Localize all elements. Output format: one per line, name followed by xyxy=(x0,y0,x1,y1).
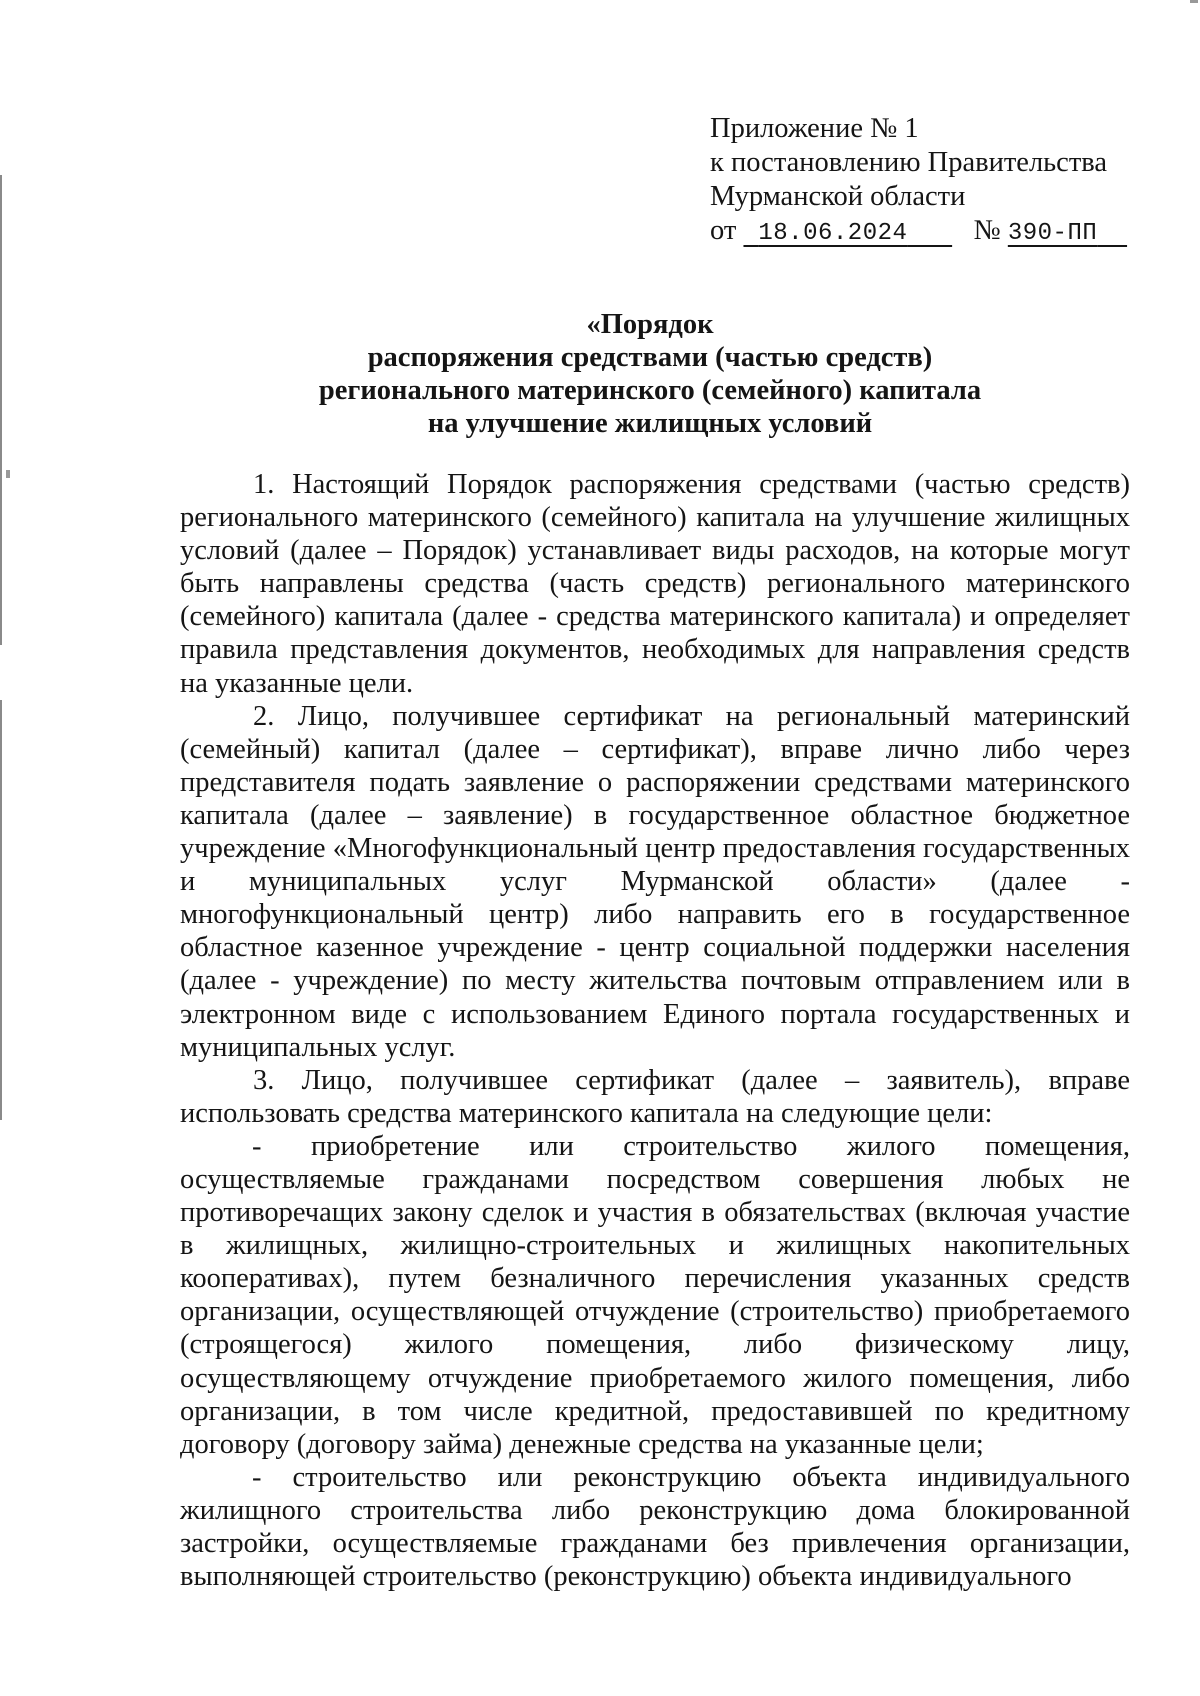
resolution-number: 390-ПП xyxy=(1007,220,1098,247)
date-prefix: от xyxy=(710,215,737,246)
title-line-1: «Порядок xyxy=(586,309,714,340)
list-item-construction: - строительство или реконструкцию объекта индивидуального жилищного строительства либо реконструкцию дома блокированной застройки, осуществляемые гражданами без привлечения организации, выполняющей строительство (реконструкцию) объекта индивидуального xyxy=(180,1461,1130,1593)
scan-dot xyxy=(6,470,10,478)
annex-header xyxy=(710,112,1150,251)
resolution-date: 18.06.2024 xyxy=(758,220,908,247)
document-title xyxy=(180,308,1120,440)
paragraph-2: 2. Лицо, получившее сертификат на региональный материнский (семейный) капитал (далее – сертификат), вправе лично либо через представителя подать заявление о распоряжении средствами материнского капитала (далее – заявление) в государственное областное бюджетное учреждение «Многофункциональный центр предоставления государственных и муниципальных услуг Мурманской области» (далее - многофункциональный центр) либо направить его в государственное областное казенное учреждение - центр социальной поддержки населения (далее - учреждение) по месту жительства почтовым отправлением или в электронном виде с использованием Единого портала государственных и муниципальных услуг. xyxy=(180,700,1130,1063)
title-line-3: регионального материнского (семейного) капитала xyxy=(318,375,982,406)
paragraph-1: 1. Настоящий Порядок распоряжения средствами (частью средств) регионального материнского (семейного) капитала на улучшение жилищных условий (далее – Порядок) устанавливает виды расходов, на которые могут быть направлены средства (часть средств) регионального материнского (семейного) капитала (далее - средства материнского капитала) и определяет правила представления документов, необходимых для направления средств на указанные цели. xyxy=(180,469,1130,699)
annex-resolution: к постановлению Правительства xyxy=(710,147,1108,178)
paragraph-3: 3. Лицо, получившее сертификат (далее – заявитель), вправе использовать средства материнского капитала на следующие цели: xyxy=(180,1064,1130,1129)
annex-region: Мурманской области xyxy=(710,181,966,212)
number-prefix: № xyxy=(973,215,1001,246)
scan-edge-mark xyxy=(0,700,2,1120)
scan-edge-mark xyxy=(0,175,2,645)
title-line-2: распоряжения средствами (частью средств) xyxy=(367,342,933,373)
scan-dot xyxy=(1190,0,1198,3)
document-body xyxy=(180,468,1130,1593)
list-item-purchase: - приобретение или строительство жилого помещения, осуществляемые гражданами посредством совершения любых не противоречащих закону сделок и участия в обязательствах (включая участие в жилищных, жилищно-строительных и жилищных накопительных кооперативах), путем безналичного перечисления указанных средств организации, осуществляющей отчуждение (строительство) приобретаемого (строящегося) жилого помещения, либо физическому лицу, осуществляющему отчуждение приобретаемого жилого помещения, либо организации, в том числе кредитной, предоставившей по кредитному договору (договору займа) денежные средства на указанные цели; xyxy=(180,1130,1130,1460)
annex-date-line xyxy=(710,214,1150,251)
annex-number: Приложение № 1 xyxy=(710,113,919,144)
title-line-4: на улучшение жилищных условий xyxy=(427,408,873,439)
